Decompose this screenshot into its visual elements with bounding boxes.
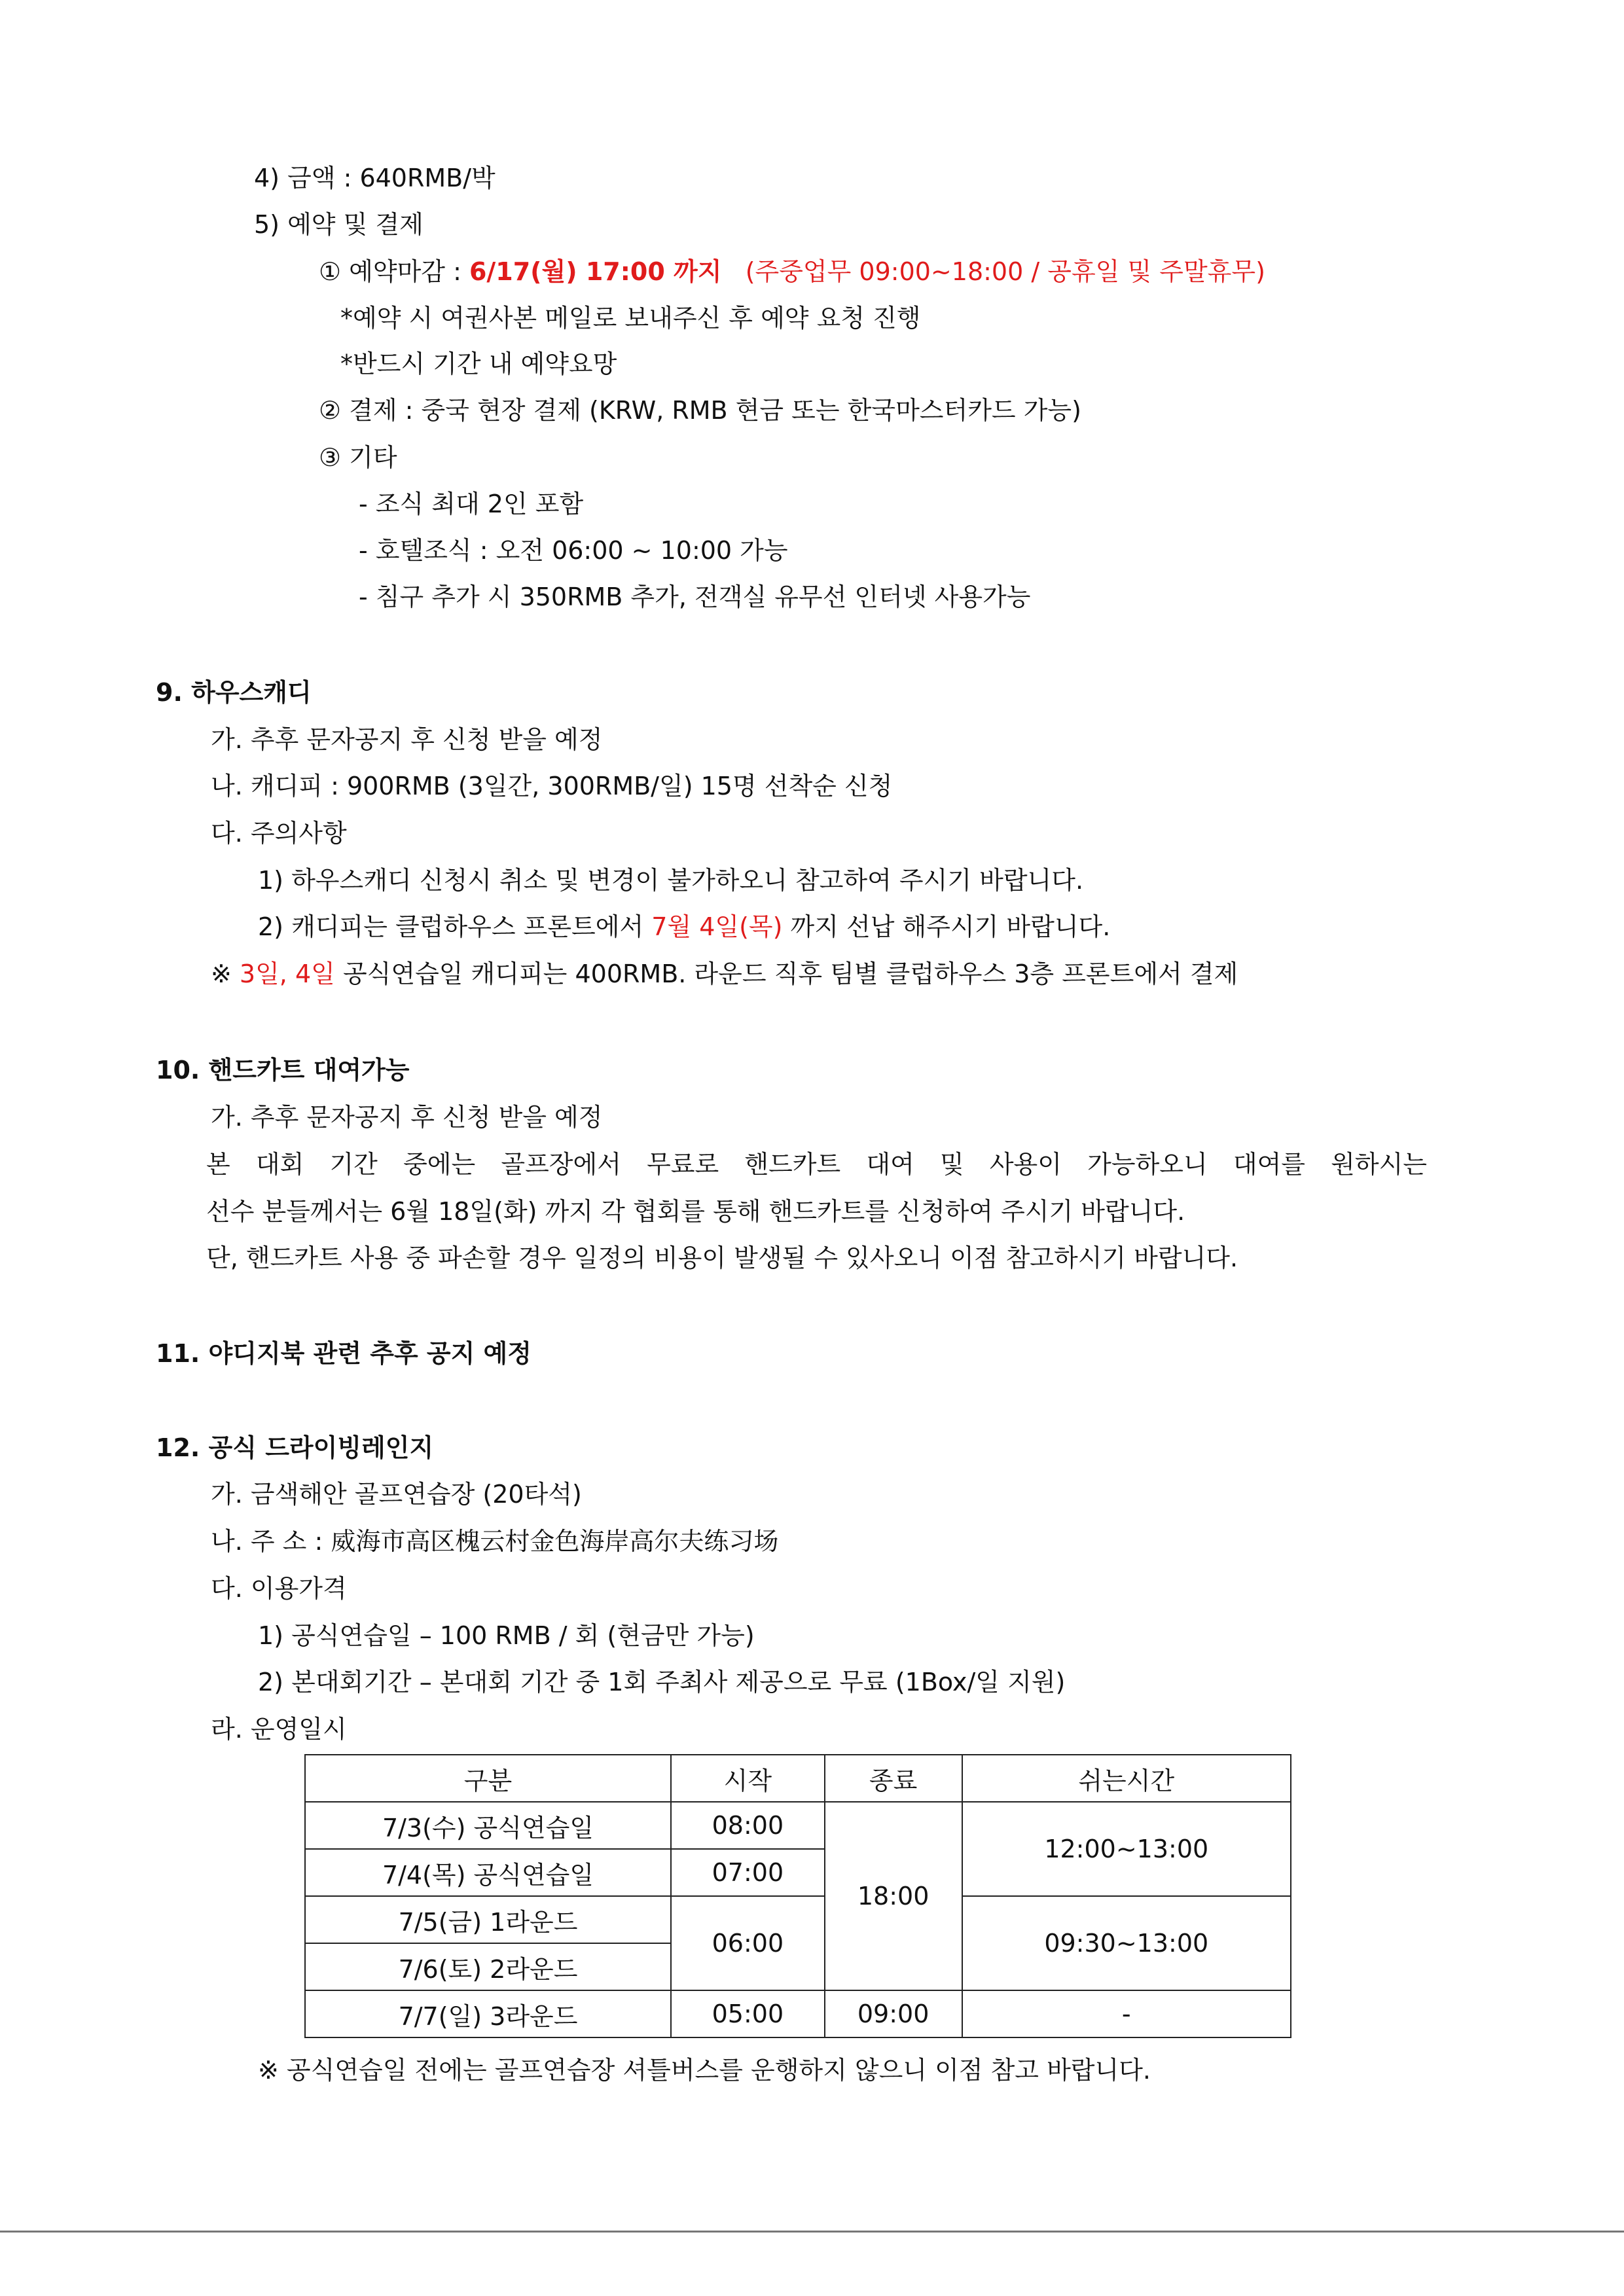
payment-info: ② 결제 : 중국 현장 결제 (KRW, RMB 현금 또는 한국마스터카드 가능) [319,396,1081,425]
table-cell-day: 7/3(수) 공식연습일 [305,1802,671,1849]
table-cell-rest-merged: 12:00~13:00 [962,1802,1291,1896]
caddie-caution-1: 1) 하우스캐디 신청시 취소 및 변경이 불가하오니 참고하여 주시기 바랍니다. [258,866,1084,895]
etc-title: ③ 기타 [319,443,397,472]
table-cell-rest-merged: 09:30~13:00 [962,1896,1291,1990]
table-header: 구분 [305,1755,671,1802]
table-header-row [305,1755,1291,1802]
range-address: 나. 주 소 : 威海市高区槐云村金色海岸高尔夫练习场 [211,1527,779,1556]
table-header: 시작 [671,1755,825,1802]
table-cell-day: 7/5(금) 1라운드 [305,1896,671,1943]
table-cell-rest: - [962,1990,1291,2037]
section-10-title: 10. 핸드카트 대여가능 [156,1056,410,1085]
deadline-date: 6/17(월) 17:00 까지 [469,257,722,286]
caution-2-text-a: 2) 캐디피는 클럽하우스 프론트에서 [258,912,652,941]
footer-divider [0,2231,1624,2233]
caddie-fee: 나. 캐디피 : 900RMB (3일간, 300RMB/일) 15명 선착순 신청 [211,772,893,800]
caddie-caution-title: 다. 주의사항 [211,819,347,848]
handcart-paragraph-3: 단, 핸드카트 사용 중 파손할 경우 일정의 비용이 발생될 수 있사오니 이점 참고하시기 바랍니다. [206,1244,1238,1272]
shuttle-footnote: ※ 공식연습일 전에는 골프연습장 셔틀버스를 운행하지 않으니 이점 참고 바랍니다. [258,2056,1151,2085]
handcart-ga: 가. 추후 문자공지 후 신청 받을 예정 [211,1103,603,1132]
reservation-title: 5) 예약 및 결제 [254,210,424,239]
caution-2-text-b: 까지 선납 해주시기 바랍니다. [782,912,1111,941]
range-schedule-title: 라. 운영일시 [211,1715,347,1744]
reference-days: 3일, 4일 [239,960,335,988]
table-header: 쉬는시간 [962,1755,1291,1802]
caddie-caution-2 [258,910,1110,943]
table-cell-start: 05:00 [671,1990,825,2037]
table-cell-end: 09:00 [825,1990,962,2037]
caution-2-date: 7월 4일(목) [651,912,783,941]
table-cell-day: 7/6(토) 2라운드 [305,1943,671,1990]
reservation-deadline [319,255,1265,288]
caddie-reference-note [211,958,1238,990]
section-12-title: 12. 공식 드라이빙레인지 [156,1433,434,1462]
deadline-note-passport: *예약 시 여권사본 메일로 보내주신 후 예약 요청 진행 [340,304,921,332]
table-cell-end-merged: 18:00 [825,1802,962,1990]
deadline-note-required: *반드시 기간 내 예약요망 [340,350,617,378]
table-cell-day: 7/7(일) 3라운드 [305,1990,671,2037]
reference-text: 공식연습일 캐디피는 400RMB. 라운드 직후 팀별 클럽하우스 3층 프론트에서 결제 [334,960,1238,988]
table-cell-start-merged: 06:00 [671,1896,825,1990]
etc-item: - 조식 최대 2인 포함 [359,490,584,518]
range-schedule-table [304,1754,1291,2038]
range-name: 가. 금색해안 골프연습장 (20타석) [211,1480,582,1509]
reference-mark: ※ [211,960,240,988]
table-cell-start: 08:00 [671,1802,825,1849]
range-price-title: 다. 이용가격 [211,1574,347,1603]
table-row [305,1802,1291,1849]
deadline-hours: (주중업무 09:00~18:00 / 공휴일 및 주말휴무) [745,257,1265,286]
table-row [305,1896,1291,1943]
table-row [305,1990,1291,2037]
section-9-title: 9. 하우스캐디 [156,678,312,707]
section-11-title: 11. 야디지북 관련 추후 공지 예정 [156,1339,532,1368]
handcart-paragraph-2: 선수 분들께서는 6월 18일(화) 까지 각 협회를 통해 핸드카트를 신청하여 주시기 바랍니다. [206,1197,1185,1226]
table-header: 종료 [825,1755,962,1802]
table-cell-day: 7/4(목) 공식연습일 [305,1849,671,1896]
range-price-practice: 1) 공식연습일 – 100 RMB / 회 (현금만 가능) [258,1621,755,1650]
range-price-tournament: 2) 본대회기간 – 본대회 기간 중 1회 주최사 제공으로 무료 (1Box/일 지원) [258,1668,1066,1696]
etc-item: - 호텔조식 : 오전 06:00 ~ 10:00 가능 [359,536,788,565]
handcart-paragraph-1: 본 대회 기간 중에는 골프장에서 무료로 핸드카트 대여 및 사용이 가능하오니 대여를 원하시는 [206,1150,1427,1179]
etc-item: - 침구 추가 시 350RMB 추가, 전객실 유무선 인터넷 사용가능 [359,583,1031,611]
hotel-amount: 4) 금액 : 640RMB/박 [254,164,496,192]
caddie-ga: 가. 추후 문자공지 후 신청 받을 예정 [211,725,603,754]
deadline-label: 예약마감 : [349,257,469,286]
table-cell-start: 07:00 [671,1849,825,1896]
deadline-number: ① [319,257,350,286]
